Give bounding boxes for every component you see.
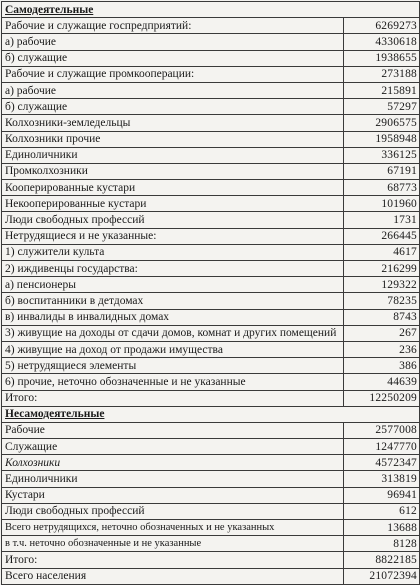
table-row	[2, 66, 420, 82]
row-value: 13688	[344, 520, 420, 536]
row-label: Всего населения	[2, 568, 344, 584]
row-label: Люди свободных профессий	[2, 212, 344, 228]
table-row	[2, 358, 420, 374]
table-row	[2, 390, 420, 406]
row-value: 101960	[344, 196, 420, 212]
row-value: 2577008	[344, 422, 420, 438]
row-value: 386	[344, 358, 420, 374]
row-value: 1938655	[344, 50, 420, 66]
row-value: 267	[344, 325, 420, 341]
row-value: 1958948	[344, 131, 420, 147]
row-value: 78235	[344, 293, 420, 309]
table-row	[2, 180, 420, 196]
table-row	[2, 163, 420, 179]
row-label: б) воспитанники в детдомах	[2, 293, 344, 309]
row-value: 1731	[344, 212, 420, 228]
row-value: 12250209	[344, 390, 420, 406]
table-row	[2, 439, 420, 455]
table-row	[2, 503, 420, 519]
table-row	[2, 212, 420, 228]
table-row	[2, 50, 420, 66]
table-row	[2, 261, 420, 277]
row-label: Рабочие и служащие госпредприятий:	[2, 18, 344, 34]
table-row	[2, 277, 420, 293]
row-label: Рабочие и служащие промкооперации:	[2, 66, 344, 82]
row-value: 336125	[344, 147, 420, 163]
table-row	[2, 487, 420, 503]
row-value: 4330618	[344, 34, 420, 50]
row-value: 236	[344, 341, 420, 357]
section-heading: Самодеятельные	[2, 2, 420, 18]
row-label: б) служащие	[2, 99, 344, 115]
table-row	[2, 131, 420, 147]
row-label: а) пенсионеры	[2, 277, 344, 293]
row-label: Итого:	[2, 390, 344, 406]
row-value: 273188	[344, 66, 420, 82]
row-label: а) рабочие	[2, 82, 344, 98]
row-value: 96941	[344, 487, 420, 503]
table-row	[2, 568, 420, 584]
table-row	[2, 34, 420, 50]
row-label: Нетрудящиеся и не указанные:	[2, 228, 344, 244]
table-row	[2, 536, 420, 552]
row-label: в) инвалиды в инвалидных домах	[2, 309, 344, 325]
row-label: б) служащие	[2, 50, 344, 66]
row-label: 3) живущие на доходы от сдачи домов, комнат и других помещений	[2, 325, 344, 341]
row-label: Кустари	[2, 487, 344, 503]
row-value: 612	[344, 503, 420, 519]
row-label: Некооперированные кустари	[2, 196, 344, 212]
row-label: Колхозники-земледельцы	[2, 115, 344, 131]
row-value: 57297	[344, 99, 420, 115]
row-label: Кооперированные кустари	[2, 180, 344, 196]
section-header-row	[2, 406, 420, 422]
row-label: в т.ч. неточно обозначенные и не указанные	[2, 536, 344, 552]
table-row	[2, 374, 420, 390]
row-value: 21072394	[344, 568, 420, 584]
row-value: 4617	[344, 244, 420, 260]
row-label: Рабочие	[2, 422, 344, 438]
table-row	[2, 293, 420, 309]
row-value: 215891	[344, 82, 420, 98]
section-heading: Несамодеятельные	[2, 406, 420, 422]
table-row	[2, 309, 420, 325]
row-value: 2906575	[344, 115, 420, 131]
row-value: 1247770	[344, 439, 420, 455]
row-value: 129322	[344, 277, 420, 293]
row-label: 5) нетрудящиеся элементы	[2, 358, 344, 374]
table-row	[2, 325, 420, 341]
row-value: 313819	[344, 471, 420, 487]
table-row	[2, 115, 420, 131]
row-value: 68773	[344, 180, 420, 196]
row-value: 44639	[344, 374, 420, 390]
row-label: Промколхозники	[2, 163, 344, 179]
table-row	[2, 341, 420, 357]
row-label: 6) прочие, неточно обозначенные и не указанные	[2, 374, 344, 390]
population-table	[1, 1, 420, 585]
table-body	[2, 2, 420, 585]
row-label: Служащие	[2, 439, 344, 455]
row-value: 67191	[344, 163, 420, 179]
table-row	[2, 196, 420, 212]
row-label: Колхозники	[2, 455, 344, 471]
row-label: Всего нетрудящихся, неточно обозначенных и не указанных	[2, 520, 344, 536]
table-row	[2, 82, 420, 98]
row-label: а) рабочие	[2, 34, 344, 50]
row-label: Колхозники прочие	[2, 131, 344, 147]
table-row	[2, 228, 420, 244]
row-value: 216299	[344, 261, 420, 277]
row-label: 2) иждивенцы государства:	[2, 261, 344, 277]
row-value: 8743	[344, 309, 420, 325]
row-value: 4572347	[344, 455, 420, 471]
table-row	[2, 455, 420, 471]
row-label: Единоличники	[2, 471, 344, 487]
table-row	[2, 552, 420, 568]
row-label: Люди свободных профессий	[2, 503, 344, 519]
table-row	[2, 147, 420, 163]
table-row	[2, 471, 420, 487]
row-value: 266445	[344, 228, 420, 244]
table-row	[2, 422, 420, 438]
row-value: 8822185	[344, 552, 420, 568]
table-row	[2, 18, 420, 34]
row-label: 1) служители культа	[2, 244, 344, 260]
table-row	[2, 244, 420, 260]
row-label: 4) живущие на доход от продажи имущества	[2, 341, 344, 357]
row-value: 8128	[344, 536, 420, 552]
section-header-row	[2, 2, 420, 18]
table-row	[2, 520, 420, 536]
row-value: 6269273	[344, 18, 420, 34]
row-label: Единоличники	[2, 147, 344, 163]
table-row	[2, 99, 420, 115]
row-label: Итого:	[2, 552, 344, 568]
document-page	[1, 1, 419, 585]
